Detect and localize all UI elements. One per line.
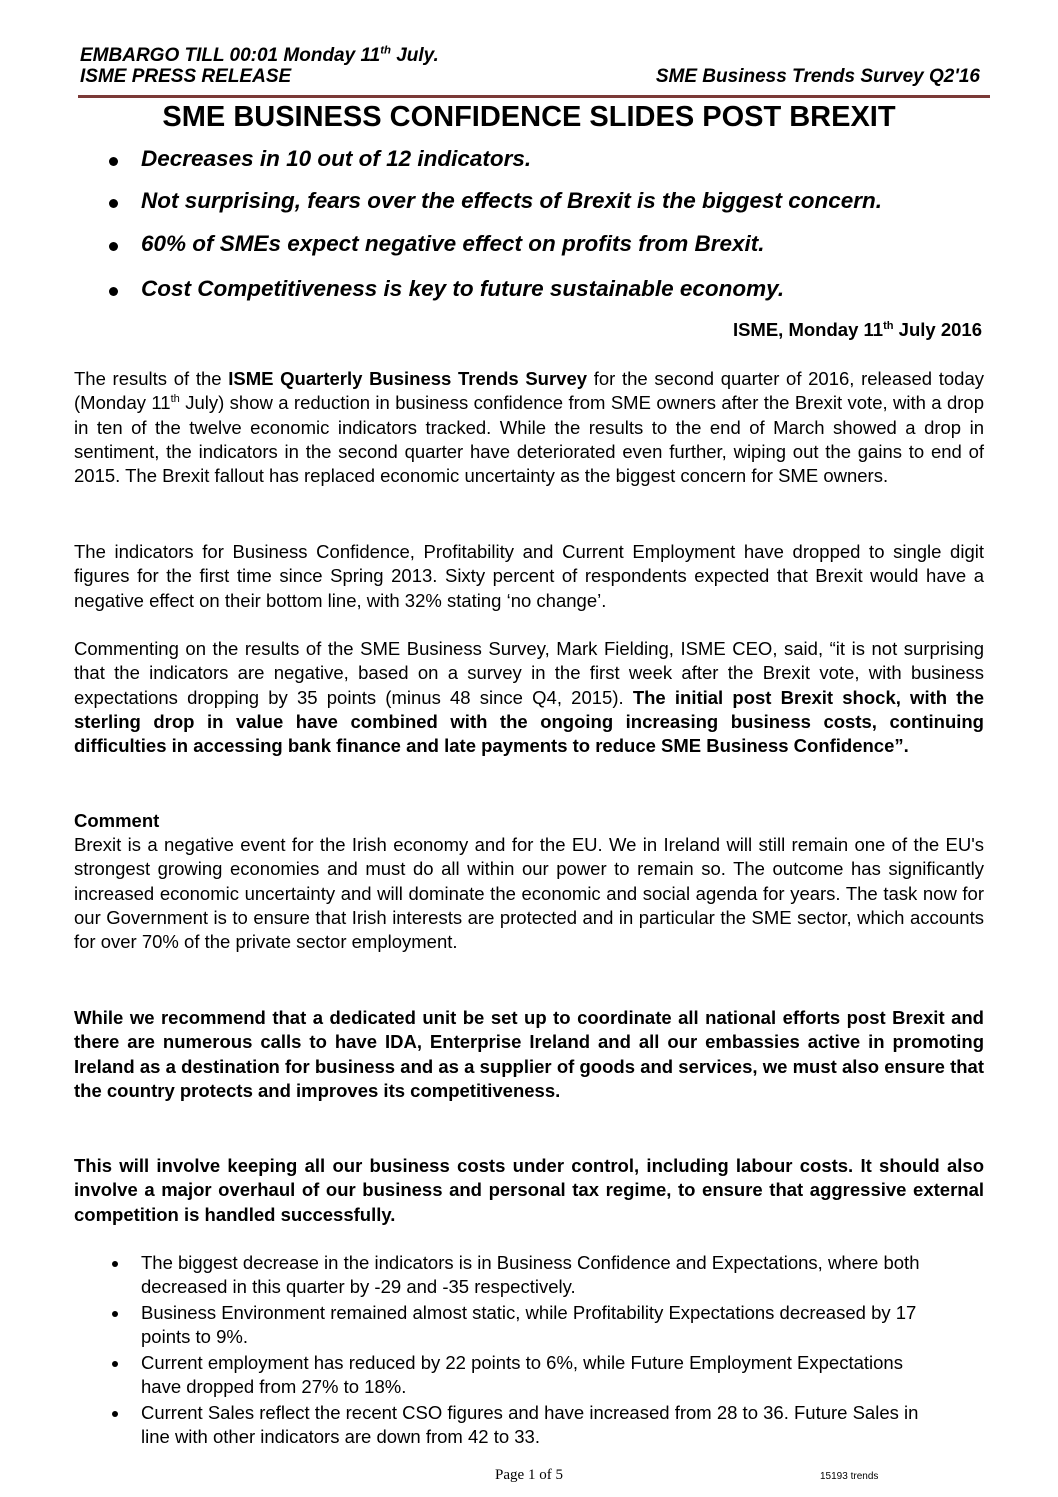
embargo-sup: th — [380, 44, 391, 57]
bullet-icon — [112, 1311, 118, 1317]
list-item — [104, 1401, 924, 1449]
p1-text-c: for the second quarter of 2016, released today (Monday 11 — [74, 368, 985, 414]
list-item — [104, 1351, 924, 1399]
document-code: 15193 trends — [820, 1471, 879, 1482]
list-item-text: Current employment has reduced by 22 points to 6%, while Future Employment Expectations have dropped from 27% to 18%. — [141, 1352, 903, 1397]
dateline-prefix: ISME, Monday 11 — [732, 319, 884, 340]
embargo-line — [80, 45, 439, 67]
page-number: Page 1 of 5 — [495, 1467, 563, 1483]
bullet-icon — [112, 1411, 118, 1417]
paragraph-costs: This will involve keeping all our business costs under control, including labour costs. It should also involve a major overhaul of our business and personal tax regime, to ensure that aggressive external competition is handled successfully. — [74, 1155, 984, 1225]
list-item — [104, 1301, 924, 1349]
list-item — [104, 1251, 924, 1299]
paragraph-indicators: The indicators for Business Confidence, Profitability and Current Employment have dropped to single digit figures for the first time since Spring 2013. Sixty percent of respondents expected that Brexit would have a negative effect on their bottom line, with 32% stating ‘no change’. — [74, 541, 984, 611]
highlight-text: Decreases in 10 out of 12 indicators. — [141, 146, 532, 171]
bullet-icon — [112, 1261, 118, 1267]
p1-sup: th — [170, 393, 180, 406]
embargo-suffix: July. — [390, 45, 439, 66]
p1-survey-name: ISME Quarterly Business Trends Survey — [228, 368, 588, 389]
paragraph-results — [74, 367, 984, 488]
list-item-text: Business Environment remained almost static, while Profitability Expectations decreased by 17 points to 9%. — [141, 1302, 917, 1347]
header-rule — [78, 95, 990, 98]
highlight-text: Cost Competitiveness is key to future sustainable economy. — [141, 276, 785, 301]
p1-text-a: The results of the — [74, 368, 229, 389]
p1-text-d: July) show a reduction in business confidence from SME owners after the Brexit vote, with a drop in ten of the twelve economic indicators tracked. While the results to the end of March showed a drop in sentiment, the indicators in the second quarter have deteriorated even further, wiping out the gains to end of 2015. The Brexit fallout has replaced economic uncertainty as the biggest concern for SME owners. — [74, 392, 984, 487]
p3-quote-bold: The initial post Brexit shock, with the sterling drop in value have combined with the ongoing increasing business costs, continuing difficulties in accessing bank finance and late payments to reduce SME Business Confidence”. — [74, 686, 984, 757]
list-item-text: Current Sales reflect the recent CSO figures and have increased from 28 to 36. Future Sales in line with other indicators are down from 42 to 33. — [141, 1402, 919, 1447]
highlight-text: 60% of SMEs expect negative effect on profits from Brexit. — [141, 231, 765, 256]
bullet-icon — [109, 287, 118, 296]
dateline-suffix: July 2016 — [893, 319, 982, 340]
embargo-prefix: EMBARGO TILL 00:01 Monday 11 — [80, 45, 381, 66]
bullet-icon — [109, 157, 118, 166]
bullet-icon — [109, 242, 118, 251]
paragraph-recommendation: While we recommend that a dedicated unit be set up to coordinate all national efforts post Brexit and there are numerous calls to have IDA, Enterprise Ireland and all our embassies active in promoting Ireland as a destination for business and as a supplier of goods and services, we must also ensure that the country protects and improves its competitiveness. — [74, 1007, 984, 1101]
bullet-icon — [109, 199, 118, 208]
paragraph-quote — [74, 637, 984, 758]
page-title: SME BUSINESS CONFIDENCE SLIDES POST BREXIT — [162, 101, 896, 133]
highlight-text: Not surprising, fears over the effects of Brexit is the biggest concern. — [141, 188, 883, 213]
p3-text-a: Commenting on the results of the SME Business Survey, Mark Fielding, ISME CEO, said, “it is not surprising that the indicators are negative, based on a survey in the first week after the Brexit vote, with business expectations dropping by 35 points (minus 48 since Q4, 2015). — [74, 638, 984, 708]
dateline-sup: th — [883, 319, 894, 332]
list-item-text: The biggest decrease in the indicators is in Business Confidence and Expectations, where both decreased in this quarter by -29 and -35 respectively. — [141, 1252, 920, 1297]
press-release-label: ISME PRESS RELEASE — [80, 66, 292, 87]
survey-label: SME Business Trends Survey Q2'16 — [655, 66, 980, 87]
comment-heading: Comment — [74, 810, 160, 831]
comment-text: Brexit is a negative event for the Irish economy and for the EU. We in Ireland will still remain one of the EU's strongest growing economies and must do all within our power to remain so. The outcome has significantly increased economic uncertainty and will dominate the economic and social agenda for years. The task now for our Government is to ensure that Irish interests are protected and in particular the SME sector, which accounts for over 70% of the private sector employment. — [74, 834, 984, 953]
dateline — [733, 318, 982, 342]
bullet-icon — [112, 1361, 118, 1367]
